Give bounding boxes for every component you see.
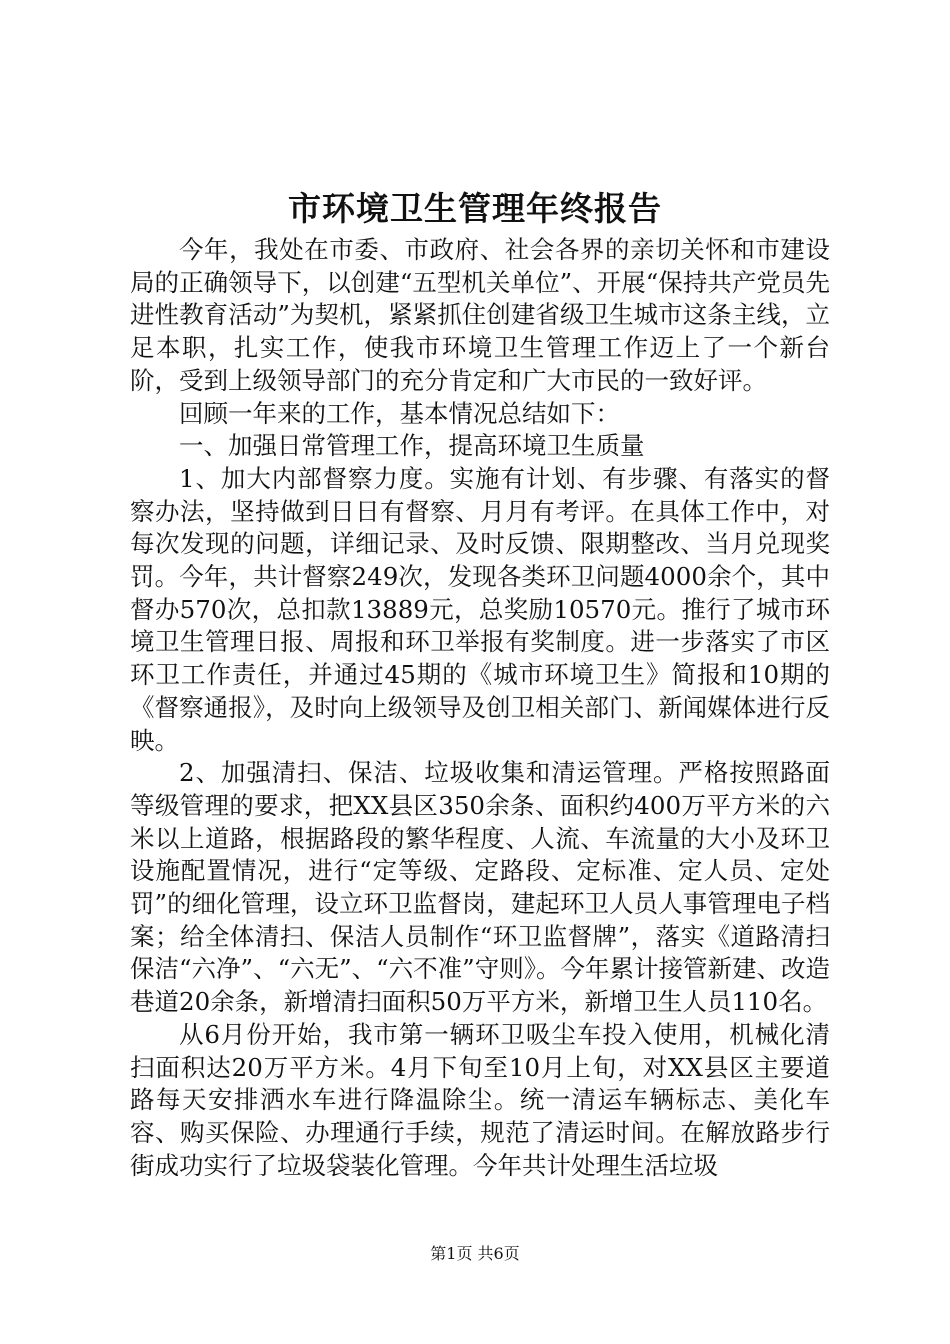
document-body bbox=[130, 234, 830, 1182]
document-title: 市环境卫生管理年终报告 bbox=[288, 189, 662, 228]
paragraph-item-2: 2、加强清扫、保洁、垃圾收集和清运管理。严格按照路面等级管理的要求，把XX县区350余条、面积约400万平方米的六米以上道路，根据路段的繁华程度、人流、车流量的大小及环卫设施配置情况，进行“定等级、定路段、定标准、定人员、定处罚”的细化管理，设立环卫监督岗，建起环卫人员人事管理电子档案；给全体清扫、保洁人员制作“环卫监督牌”，落实《道路清扫保洁“六净”、“六无”、“六不准”守则》。今年累计接管新建、改造巷道20余条，新增清扫面积50万平方米，新增卫生人员110名。 bbox=[130, 758, 830, 1017]
paragraph-item-1: 1、加大内部督察力度。实施有计划、有步骤、有落实的督察办法，坚持做到日日有督察、月月有考评。在具体工作中，对每次发现的问题，详细记录、及时反馈、限期整改、当月兑现奖罚。今年，共计督察249次，发现各类环卫问题4000余个，其中督办570次，总扣款13889元，总奖励10570元。推行了城市环境卫生管理日报、周报和环卫举报有奖制度。进一步落实了市区环卫工作责任，并通过45期的《城市环境卫生》简报和10期的《督察通报》，及时向上级领导及创卫相关部门、新闻媒体进行反映。 bbox=[130, 463, 830, 755]
page-footer: 第1页 共6页 bbox=[430, 1244, 520, 1263]
section-heading-1: 一、加强日常管理工作，提高环境卫生质量 bbox=[179, 431, 645, 461]
paragraph-mechanization: 从6月份开始，我市第一辆环卫吸尘车投入使用，机械化清扫面积达20万平方米。4月下旬至10月上旬，对XX县区主要道路每天安排洒水车进行降温除尘。统一清运车辆标志、美化车容、购买保险、办理通行手续，规范了清运时间。在解放路步行街成功实行了垃圾袋装化管理。今年共计处理生活垃圾 bbox=[130, 1019, 830, 1180]
paragraph-intro: 今年，我处在市委、市政府、社会各界的亲切关怀和市建设局的正确领导下，以创建“五型机关单位”、开展“保持共产党员先进性教育活动”为契机，紧紧抓住创建省级卫生城市这条主线，立足本职，扎实工作，使我市环境卫生管理工作迈上了一个新台阶，受到上级领导部门的充分肯定和广大市民的一致好评。 bbox=[130, 235, 830, 395]
paragraph-review: 回顾一年来的工作，基本情况总结如下： bbox=[179, 398, 620, 428]
